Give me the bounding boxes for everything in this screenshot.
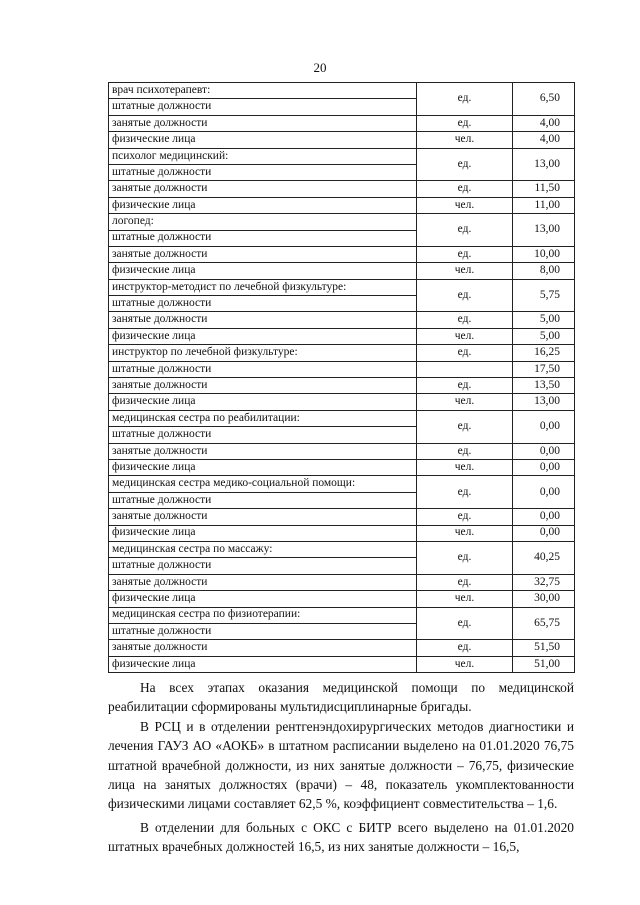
value-cell: 10,00 [513, 246, 575, 262]
unit-cell: чел. [417, 263, 513, 279]
unit-cell: ед. [417, 246, 513, 262]
unit-cell: чел. [417, 394, 513, 410]
group-title: медицинская сестра медико-социальной помощи: [109, 476, 417, 492]
row-label: занятые должности [109, 115, 417, 131]
unit-cell: ед. [417, 410, 513, 443]
paragraph: В отделении для больных с ОКС с БИТР всего выделено на 01.01.2020 штатных врачебных должностей 16,5, из них занятые должности – 16,5, [108, 819, 574, 855]
row-label: физические лица [109, 656, 417, 672]
unit-cell: ед. [417, 83, 513, 116]
value-cell: 4,00 [513, 132, 575, 148]
table-group-title-row [109, 345, 575, 361]
row-label: занятые должности [109, 574, 417, 590]
table-row [109, 640, 575, 656]
value-cell: 5,75 [513, 279, 575, 312]
unit-cell: чел. [417, 197, 513, 213]
table-row [109, 115, 575, 131]
row-label: физические лица [109, 394, 417, 410]
group-title: медицинская сестра по массажу: [109, 541, 417, 557]
unit-cell: ед. [417, 115, 513, 131]
row-label: физические лица [109, 132, 417, 148]
row-label: штатные должности [109, 230, 417, 246]
row-label: занятые должности [109, 640, 417, 656]
value-cell: 13,50 [513, 378, 575, 394]
table-row [109, 574, 575, 590]
unit-cell: ед. [417, 214, 513, 247]
value-cell: 13,00 [513, 214, 575, 247]
unit-cell: ед. [417, 345, 513, 361]
value-cell: 5,00 [513, 312, 575, 328]
table-row [109, 181, 575, 197]
body-text [108, 678, 574, 857]
row-label: занятые должности [109, 378, 417, 394]
paragraph: В РСЦ и в отделении рентгенэндохирургических методов диагностики и лечения ГАУЗ АО «АОКБ» в штатном расписании выделено на 01.01.2020 76,75 штатной врачебной должности, из них занятые должности – 76,75, физические лица на занятых должностях (врачи) – 48, показатель укомплектованности физическими лицами составляет 62,5 %, коэффициент совместительства – 1,6. [108, 718, 574, 812]
value-cell: 6,50 [513, 83, 575, 116]
page-number: 20 [313, 60, 327, 75]
value-cell: 0,00 [513, 525, 575, 541]
unit-cell: ед. [417, 509, 513, 525]
group-title: инструктор-методист по лечебной физкультуре: [109, 279, 417, 295]
unit-cell: чел. [417, 328, 513, 344]
group-title: медицинская сестра по физиотерапии: [109, 607, 417, 623]
value-cell: 5,00 [513, 328, 575, 344]
table-row [109, 328, 575, 344]
table-row [109, 394, 575, 410]
table-row [109, 509, 575, 525]
unit-cell [417, 361, 513, 377]
unit-cell: ед. [417, 541, 513, 574]
row-label: физические лица [109, 263, 417, 279]
table-row [109, 361, 575, 377]
row-label: штатные должности [109, 427, 417, 443]
value-cell: 8,00 [513, 263, 575, 279]
table-row [109, 459, 575, 475]
group-title: логопед: [109, 214, 417, 230]
staffing-table [108, 82, 575, 673]
unit-cell: чел. [417, 132, 513, 148]
row-label: физические лица [109, 525, 417, 541]
value-cell: 51,00 [513, 656, 575, 672]
row-label: штатные должности [109, 164, 417, 180]
row-label: физические лица [109, 197, 417, 213]
row-label: штатные должности [109, 361, 417, 377]
row-label: физические лица [109, 459, 417, 475]
value-cell: 11,00 [513, 197, 575, 213]
unit-cell: чел. [417, 459, 513, 475]
unit-cell: ед. [417, 378, 513, 394]
table-group-title-row [109, 279, 575, 295]
row-label: штатные должности [109, 296, 417, 312]
row-label: штатные должности [109, 558, 417, 574]
value-cell: 16,25 [513, 345, 575, 361]
row-label: занятые должности [109, 509, 417, 525]
group-title: инструктор по лечебной физкультуре: [109, 345, 417, 361]
value-cell: 40,25 [513, 541, 575, 574]
row-label: занятые должности [109, 443, 417, 459]
table-group-title-row [109, 83, 575, 99]
table-group-title-row [109, 607, 575, 623]
row-label: занятые должности [109, 181, 417, 197]
unit-cell: ед. [417, 312, 513, 328]
table-row [109, 525, 575, 541]
value-cell: 32,75 [513, 574, 575, 590]
value-cell: 4,00 [513, 115, 575, 131]
table-row [109, 443, 575, 459]
value-cell: 13,00 [513, 394, 575, 410]
value-cell: 0,00 [513, 459, 575, 475]
unit-cell: ед. [417, 148, 513, 181]
unit-cell: ед. [417, 574, 513, 590]
row-label: штатные должности [109, 99, 417, 115]
row-label: штатные должности [109, 623, 417, 639]
table-row [109, 312, 575, 328]
table-group-title-row [109, 148, 575, 164]
value-cell: 0,00 [513, 410, 575, 443]
value-cell: 30,00 [513, 591, 575, 607]
unit-cell: ед. [417, 279, 513, 312]
group-title: психолог медицинский: [109, 148, 417, 164]
value-cell: 0,00 [513, 443, 575, 459]
unit-cell: чел. [417, 525, 513, 541]
staffing-table-body [109, 83, 575, 673]
table-row [109, 378, 575, 394]
unit-cell: ед. [417, 607, 513, 640]
value-cell: 17,50 [513, 361, 575, 377]
value-cell: 65,75 [513, 607, 575, 640]
unit-cell: ед. [417, 640, 513, 656]
unit-cell: ед. [417, 443, 513, 459]
table-row [109, 263, 575, 279]
table-group-title-row [109, 410, 575, 426]
row-label: физические лица [109, 591, 417, 607]
group-title: врач психотерапевт: [109, 83, 417, 99]
value-cell: 11,50 [513, 181, 575, 197]
unit-cell: ед. [417, 476, 513, 509]
value-cell: 51,50 [513, 640, 575, 656]
value-cell: 13,00 [513, 148, 575, 181]
table-row [109, 197, 575, 213]
group-title: медицинская сестра по реабилитации: [109, 410, 417, 426]
unit-cell: чел. [417, 591, 513, 607]
table-group-title-row [109, 214, 575, 230]
table-group-title-row [109, 541, 575, 557]
row-label: штатные должности [109, 492, 417, 508]
table-group-title-row [109, 476, 575, 492]
value-cell: 0,00 [513, 509, 575, 525]
paragraph: На всех этапах оказания медицинской помощи по медицинской реабилитации сформированы мультидисциплинарные бригады. [108, 680, 574, 715]
unit-cell: ед. [417, 181, 513, 197]
row-label: занятые должности [109, 312, 417, 328]
value-cell: 0,00 [513, 476, 575, 509]
row-label: занятые должности [109, 246, 417, 262]
row-label: физические лица [109, 328, 417, 344]
table-row [109, 132, 575, 148]
table-row [109, 656, 575, 672]
unit-cell: чел. [417, 656, 513, 672]
table-row [109, 591, 575, 607]
table-row [109, 246, 575, 262]
